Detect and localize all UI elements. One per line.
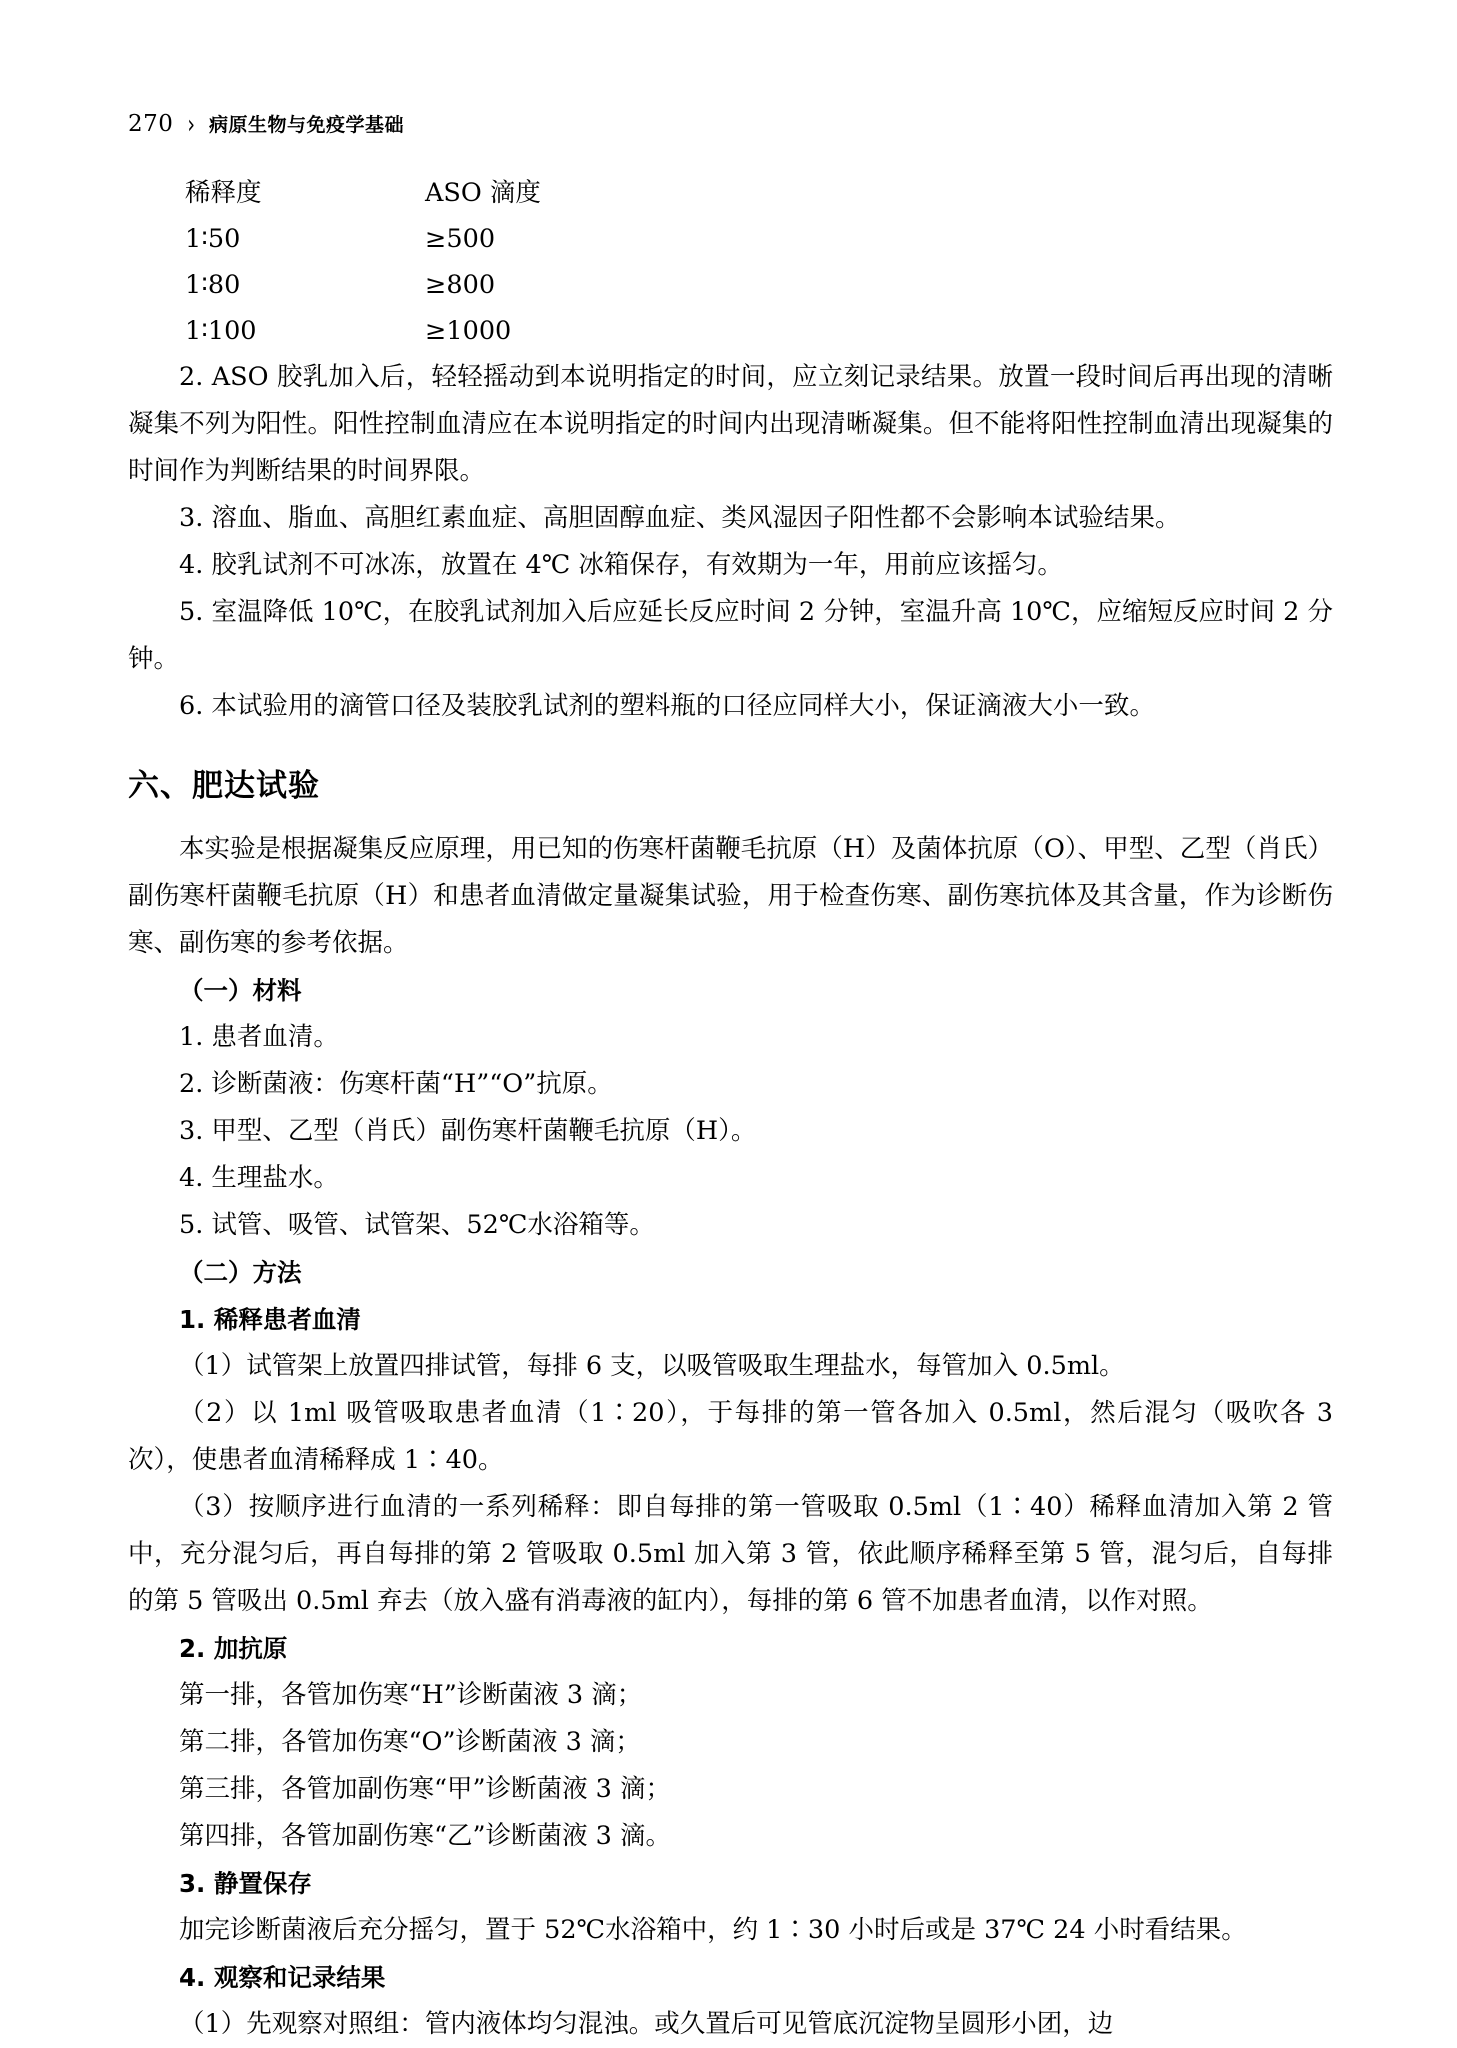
note-paragraph-4: 4. 胶乳试剂不可冰冻，放置在 4℃ 冰箱保存，有效期为一年，用前应该摇匀。: [179, 550, 1063, 580]
cell-dilution: 1∶80: [185, 270, 241, 300]
material-item-1: 1. 患者血清。: [179, 1022, 339, 1052]
methods-step1-item-2: （2）以 1ml 吸管吸取患者血清（1∶20），于每排的第一管各加入 0.5ml，然后混匀（吸吹各 3 次），使患者血清稀释成 1∶40。: [128, 1398, 1333, 1475]
note-paragraph-6: 6. 本试验用的滴管口径及装胶乳试剂的塑料瓶的口径应同样大小，保证滴液大小一致。: [179, 691, 1155, 721]
note-paragraph-2: 2. ASO 胶乳加入后，轻轻摇动到本说明指定的时间，应立刻记录结果。放置一段时间后再出现的清晰凝集不列为阳性。阳性控制血清应在本说明指定的时间内出现清晰凝集。但不能将阳性控制血清出现凝集的时间作为判断结果的时间界限。: [128, 362, 1333, 486]
note-paragraph-5: 5. 室温降低 10℃，在胶乳试剂加入后应延长反应时间 2 分钟，室温升高 10℃，应缩短反应时间 2 分钟。: [128, 597, 1333, 674]
methods-step2-item-1: 第一排，各管加伤寒“H”诊断菌液 3 滴；: [179, 1680, 643, 1710]
material-item-5: 5. 试管、吸管、试管架、52℃水浴箱等。: [179, 1210, 655, 1240]
methods-step2-item-4: 第四排，各管加副伤寒“乙”诊断菌液 3 滴。: [179, 1821, 672, 1851]
page-content: [128, 160, 1333, 2048]
methods-step4-title: 4. 观察和记录结果: [179, 1963, 386, 1992]
methods-step3-text: 加完诊断菌液后充分摇匀，置于 52℃水浴箱中，约 1∶30 小时后或是 37℃ 24 小时看结果。: [179, 1915, 1247, 1945]
table-row: [185, 262, 1333, 308]
column-header-titer: ASO 滴度: [425, 178, 541, 208]
cell-dilution: 1∶50: [185, 224, 241, 254]
material-item-2: 2. 诊断菌液：伤寒杆菌“H”“O”抗原。: [179, 1069, 613, 1099]
methods-step1-title: 1. 稀释患者血清: [179, 1305, 361, 1334]
section-heading-widal-test: 六、肥达试验: [128, 768, 320, 804]
page-number: 270: [128, 111, 174, 137]
methods-step1-item-3: （3）按顺序进行血清的一系列稀释：即自每排的第一管吸取 0.5ml（1∶40）稀释血清加入第 2 管中，充分混匀后，再自每排的第 2 管吸取 0.5ml 加入第 3 管，依此顺序稀释至第 5 管，混匀后，自每排的第 5 管吸出 0.5ml 弃去（放入盛有消毒液的缸内），每排的第 6 管不加患者血清，以作对照。: [128, 1492, 1333, 1616]
methods-step2-title: 2. 加抗原: [179, 1634, 288, 1663]
column-header-dilution: 稀释度: [185, 178, 262, 208]
methods-step3-title: 3. 静置保存: [179, 1869, 312, 1898]
cell-titer: ≥500: [425, 224, 496, 254]
cell-titer: ≥800: [425, 270, 496, 300]
page-header: [128, 110, 405, 140]
methods-step4-item-1: （1）先观察对照组：管内液体均匀混浊。或久置后可见管底沉淀物呈圆形小团，边: [179, 2009, 1114, 2039]
methods-step2-item-2: 第二排，各管加伤寒“O”诊断菌液 3 滴；: [179, 1727, 641, 1757]
section-intro-paragraph: 本实验是根据凝集反应原理，用已知的伤寒杆菌鞭毛抗原（H）及菌体抗原（O）、甲型、乙型（肖氏）副伤寒杆菌鞭毛抗原（H）和患者血清做定量凝集试验，用于检查伤寒、副伤寒抗体及其含量，作为诊断伤寒、副伤寒的参考依据。: [128, 834, 1333, 958]
methods-heading: （二）方法: [179, 1258, 302, 1287]
methods-step1-item-1: （1）试管架上放置四排试管，每排 6 支，以吸管吸取生理盐水，每管加入 0.5ml。: [179, 1351, 1125, 1381]
table-row: [185, 216, 1333, 262]
material-item-3: 3. 甲型、乙型（肖氏）副伤寒杆菌鞭毛抗原（H）。: [179, 1116, 757, 1146]
cell-titer: ≥1000: [425, 316, 512, 346]
book-title: 病原生物与免疫学基础: [209, 114, 405, 136]
methods-step2-item-3: 第三排，各管加副伤寒“甲”诊断菌液 3 滴；: [179, 1774, 672, 1804]
table-header-row: [185, 170, 1333, 216]
note-paragraph-3: 3. 溶血、脂血、高胆红素血症、高胆固醇血症、类风湿因子阳性都不会影响本试验结果。: [179, 503, 1181, 533]
table-row: [185, 308, 1333, 354]
material-item-4: 4. 生理盐水。: [179, 1163, 339, 1193]
aso-titer-table: [185, 170, 1333, 354]
materials-heading: （一）材料: [179, 976, 302, 1005]
chevron-right-icon: ›: [187, 110, 196, 140]
cell-dilution: 1∶100: [185, 316, 257, 346]
